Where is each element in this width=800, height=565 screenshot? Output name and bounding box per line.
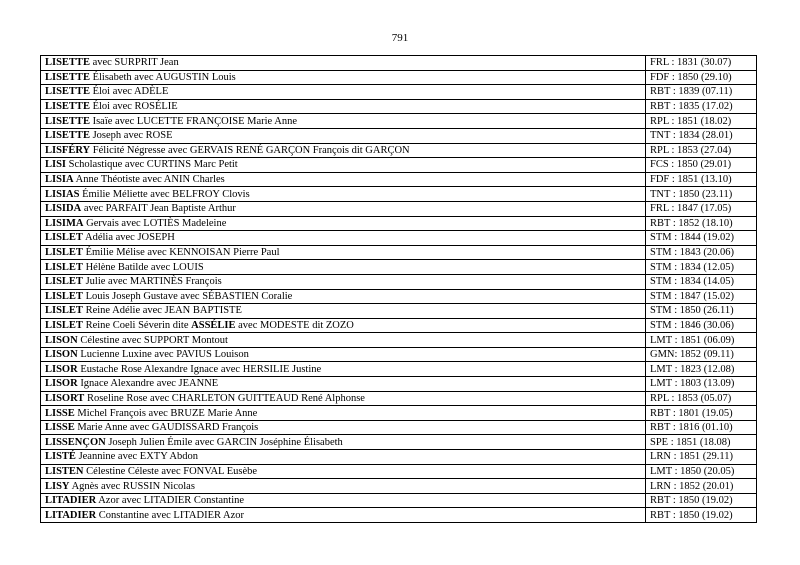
record-details: Constantine avec LITADIER Azor	[98, 509, 245, 521]
record-reference-cell: STM : 1834 (14.05)	[646, 274, 757, 289]
table-row	[41, 508, 757, 523]
record-reference-cell: RBT : 1852 (18.10)	[646, 216, 757, 231]
record-names-cell	[41, 420, 646, 435]
record-names-cell	[41, 187, 646, 202]
table-row	[41, 304, 757, 319]
table-row	[41, 318, 757, 333]
record-reference-cell: RBT : 1816 (01.10)	[646, 420, 757, 435]
record-reference-cell: RBT : 1835 (17.02)	[646, 99, 757, 114]
record-details: Scholastique avec CURTINS Marc Petit	[68, 159, 238, 171]
record-names-cell	[41, 493, 646, 508]
record-details: Hélène Batilde avec LOUIS	[85, 261, 204, 273]
record-reference-cell: FRL : 1831 (30.07)	[646, 56, 757, 71]
table-row	[41, 377, 757, 392]
record-names-cell	[41, 435, 646, 450]
surname: LISLET	[45, 305, 83, 317]
record-reference-cell: STM : 1850 (26.11)	[646, 304, 757, 319]
record-reference-cell: STM : 1846 (30.06)	[646, 318, 757, 333]
record-names-cell	[41, 114, 646, 129]
record-names-cell	[41, 158, 646, 173]
table-row	[41, 450, 757, 465]
record-details: Roseline Rose avec CHARLETON GUITTEAUD René Alphonse	[86, 392, 365, 404]
record-details: Éloi avec ROSÉLIE	[92, 101, 178, 113]
surname: LISON	[45, 349, 78, 361]
table-row	[41, 128, 757, 143]
surname: LISON	[45, 334, 78, 346]
record-names-cell	[41, 347, 646, 362]
surname: LISFÉRY	[45, 144, 91, 156]
record-details: Joseph avec ROSE	[92, 130, 173, 142]
record-names-cell	[41, 216, 646, 231]
record-details: Isaïe avec LUCETTE FRANÇOISE Marie Anne	[92, 115, 297, 127]
record-details: Félicité Négresse avec GERVAIS RENÉ GARÇON François dit GARÇON	[92, 144, 410, 156]
surname: LITADIER	[45, 509, 97, 521]
record-reference-cell: STM : 1847 (15.02)	[646, 289, 757, 304]
record-names-cell	[41, 304, 646, 319]
record-reference-cell: FRL : 1847 (17.05)	[646, 201, 757, 216]
record-reference-cell: RPL : 1853 (27.04)	[646, 143, 757, 158]
table-row	[41, 435, 757, 450]
record-details: Ignace Alexandre avec JEANNE	[80, 378, 219, 390]
record-names-cell	[41, 56, 646, 71]
record-reference-cell: LMT : 1803 (13.09)	[646, 377, 757, 392]
table-row	[41, 420, 757, 435]
record-names-cell	[41, 508, 646, 523]
record-names-cell	[41, 377, 646, 392]
record-reference-cell: FDF : 1850 (29.10)	[646, 70, 757, 85]
record-reference-cell: LMT : 1851 (06.09)	[646, 333, 757, 348]
record-details: Anne Théotiste avec ANIN Charles	[75, 174, 225, 186]
record-details: Reine Adélie avec JEAN BAPTISTE	[85, 305, 242, 317]
record-details: Azor avec LITADIER Constantine	[98, 495, 245, 507]
record-reference-cell: STM : 1844 (19.02)	[646, 231, 757, 246]
record-reference-cell: FCS : 1850 (29.01)	[646, 158, 757, 173]
record-details: Eustache Rose Alexandre Ignace avec HERSILIE Justine	[80, 363, 322, 375]
record-names-cell	[41, 464, 646, 479]
record-names-cell	[41, 128, 646, 143]
record-names-cell	[41, 318, 646, 333]
surname: LISORT	[45, 392, 85, 404]
record-names-cell	[41, 172, 646, 187]
surname: LISIA	[45, 174, 74, 186]
table-row	[41, 70, 757, 85]
record-details: Louis Joseph Gustave avec SÉBASTIEN Coralie	[85, 290, 293, 302]
surname: LISI	[45, 159, 67, 171]
record-details: Célestine Céleste avec FONVAL Eusèbe	[86, 465, 258, 477]
record-reference-cell: RBT : 1801 (19.05)	[646, 406, 757, 421]
table-row	[41, 333, 757, 348]
record-names-cell	[41, 362, 646, 377]
record-names-cell	[41, 333, 646, 348]
record-names-cell	[41, 245, 646, 260]
record-names-cell	[41, 99, 646, 114]
record-details: Émilie Mélise avec KENNOISAN Pierre Paul	[85, 247, 280, 259]
table-row	[41, 289, 757, 304]
record-reference-cell: LRN : 1852 (20.01)	[646, 479, 757, 494]
record-details: Émilie Méliette avec BELFROY Clovis	[82, 188, 250, 200]
record-names-cell	[41, 274, 646, 289]
surname: LISLET	[45, 261, 83, 273]
record-details: Jeannine avec EXTY Abdon	[78, 451, 199, 463]
record-names-cell	[41, 450, 646, 465]
record-reference-cell: TNT : 1850 (23.11)	[646, 187, 757, 202]
record-names-cell	[41, 391, 646, 406]
record-details: avec PARFAIT Jean Baptiste Arthur	[83, 203, 236, 215]
table-row	[41, 391, 757, 406]
record-details: Michel François avec BRUZE Marie Anne	[77, 407, 258, 419]
surname: LISETTE	[45, 115, 90, 127]
record-details: Marie Anne avec GAUDISSARD François	[77, 422, 259, 434]
surname: LISLET	[45, 232, 83, 244]
table-row	[41, 158, 757, 173]
table-row	[41, 231, 757, 246]
table-row	[41, 114, 757, 129]
surname: LISSENÇON	[45, 436, 106, 448]
record-reference-cell: FDF : 1851 (13.10)	[646, 172, 757, 187]
surname: LISLET	[45, 290, 83, 302]
surname: LISLET	[45, 276, 83, 288]
record-reference-cell: RPL : 1853 (05.07)	[646, 391, 757, 406]
marriage-records-table	[40, 55, 757, 523]
secondary-surname: ASSÉLIE	[191, 319, 236, 331]
record-reference-cell: TNT : 1834 (28.01)	[646, 128, 757, 143]
record-reference-cell: STM : 1834 (12.05)	[646, 260, 757, 275]
table-row	[41, 274, 757, 289]
record-names-cell	[41, 406, 646, 421]
table-row	[41, 201, 757, 216]
record-details: Élisabeth avec AUGUSTIN Louis	[92, 71, 236, 83]
page-number: 791	[391, 32, 409, 44]
record-names-cell	[41, 479, 646, 494]
record-reference-cell: LMT : 1850 (20.05)	[646, 464, 757, 479]
record-details: Lucienne Luxine avec PAVIUS Louison	[80, 349, 249, 361]
record-names-cell	[41, 85, 646, 100]
table-row	[41, 362, 757, 377]
record-reference-cell: STM : 1843 (20.06)	[646, 245, 757, 260]
table-row	[41, 216, 757, 231]
surname: LISSE	[45, 422, 75, 434]
record-details: Éloi avec ADÈLE	[92, 86, 169, 98]
record-details: Célestine avec SUPPORT Montout	[80, 334, 228, 346]
surname: LISETTE	[45, 57, 90, 69]
surname: LISIDA	[45, 203, 82, 215]
record-reference-cell: SPE : 1851 (18.08)	[646, 435, 757, 450]
table-row	[41, 187, 757, 202]
table-row	[41, 172, 757, 187]
record-names-cell	[41, 143, 646, 158]
record-details: Gervais avec LOTIÈS Madeleine	[86, 217, 227, 229]
table-row	[41, 260, 757, 275]
table-row	[41, 245, 757, 260]
surname: LISLET	[45, 319, 83, 331]
surname: LISTÉ	[45, 451, 76, 463]
record-reference-cell: RBT : 1850 (19.02)	[646, 508, 757, 523]
table-row	[41, 99, 757, 114]
record-names-cell	[41, 231, 646, 246]
surname: LISOR	[45, 378, 78, 390]
surname: LITADIER	[45, 495, 97, 507]
record-names-cell	[41, 289, 646, 304]
surname: LISETTE	[45, 71, 90, 83]
record-reference-cell: RBT : 1839 (07.11)	[646, 85, 757, 100]
record-details: Adélia avec JOSEPH	[85, 232, 175, 244]
record-names-cell	[41, 70, 646, 85]
record-reference-cell: RPL : 1851 (18.02)	[646, 114, 757, 129]
table-row	[41, 56, 757, 71]
surname: LISSE	[45, 407, 75, 419]
record-reference-cell: RBT : 1850 (19.02)	[646, 493, 757, 508]
record-details: Agnès avec RUSSIN Nicolas	[71, 480, 195, 492]
surname: LISETTE	[45, 101, 90, 113]
record-reference-cell: LRN : 1851 (29.11)	[646, 450, 757, 465]
record-details: avec SURPRIT Jean	[92, 57, 179, 69]
surname: LISETTE	[45, 130, 90, 142]
table-row	[41, 85, 757, 100]
surname: LISY	[45, 480, 70, 492]
surname: LISIAS	[45, 188, 80, 200]
surname: LISTEN	[45, 465, 84, 477]
record-reference-cell: LMT : 1823 (12.08)	[646, 362, 757, 377]
table-row	[41, 143, 757, 158]
table-row	[41, 347, 757, 362]
surname: LISETTE	[45, 86, 90, 98]
record-details: Reine Coeli Séverin dite	[85, 319, 189, 331]
surname: LISOR	[45, 363, 78, 375]
record-reference-cell: GMN: 1852 (09.11)	[646, 347, 757, 362]
table-row	[41, 406, 757, 421]
record-details: Julie avec MARTINÈS François	[85, 276, 222, 288]
table-row	[41, 493, 757, 508]
table-row	[41, 464, 757, 479]
record-details-continued: avec MODESTE dit ZOZO	[238, 319, 354, 331]
surname: LISIMA	[45, 217, 84, 229]
surname: LISLET	[45, 247, 83, 259]
record-names-cell	[41, 260, 646, 275]
table-row	[41, 479, 757, 494]
record-details: Joseph Julien Émile avec GARCIN Joséphine Élisabeth	[108, 436, 343, 448]
record-names-cell	[41, 201, 646, 216]
